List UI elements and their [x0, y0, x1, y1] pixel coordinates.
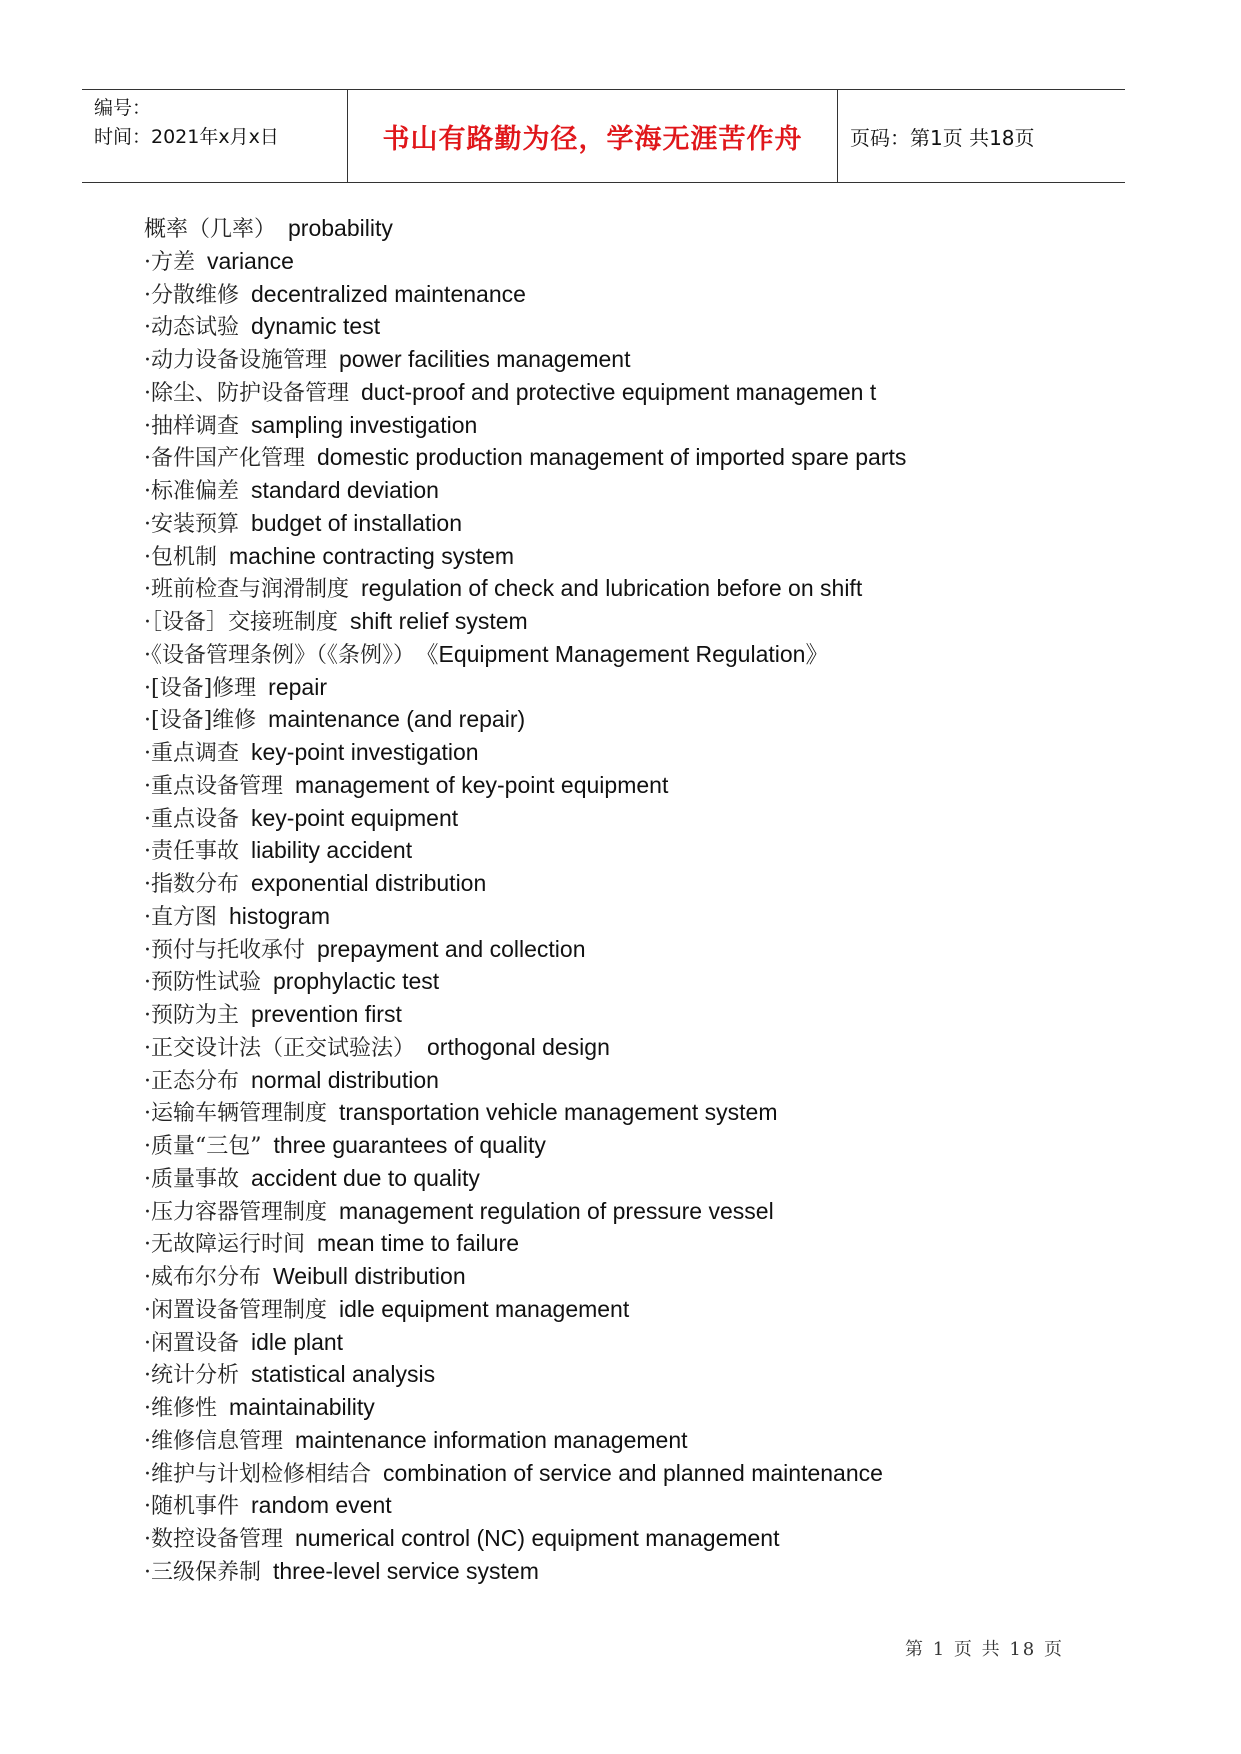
term-chinese: ·维修信息管理 — [144, 1428, 283, 1454]
glossary-entry — [144, 1555, 1104, 1588]
term-english: maintainability — [229, 1394, 375, 1420]
glossary-entry — [144, 441, 1104, 474]
glossary-entry — [144, 769, 1104, 802]
document-date: 时间：2021年x月x日 — [94, 126, 279, 148]
glossary-entry — [144, 1424, 1104, 1457]
term-chinese: ·数控设备管理 — [144, 1527, 283, 1552]
term-chinese: 概率（几率） — [144, 217, 277, 242]
glossary-entry — [144, 933, 1104, 966]
term-chinese: ·包机制 — [144, 544, 217, 570]
term-english: liability accident — [251, 837, 413, 864]
term-chinese: ·运输车辆管理制度 — [144, 1101, 327, 1127]
glossary-entry — [144, 802, 1104, 835]
term-chinese: ·[设备]维修 — [144, 708, 257, 734]
term-chinese: ·正交设计法（正交试验法） — [144, 1035, 415, 1061]
term-english: budget of installation — [251, 509, 462, 536]
term-chinese: ·正态分布 — [144, 1068, 239, 1094]
term-english: power facilities management — [339, 346, 631, 372]
glossary-entry — [144, 1031, 1104, 1064]
term-chinese: ·威布尔分布 — [144, 1265, 261, 1290]
glossary-entry — [144, 998, 1104, 1031]
glossary-entry — [144, 1358, 1104, 1391]
term-english: standard deviation — [251, 477, 439, 503]
glossary-entry — [144, 1227, 1104, 1260]
glossary-entry — [144, 703, 1104, 736]
term-chinese: ·《设备管理条例》（《条例》） — [144, 642, 415, 668]
glossary-entry — [144, 1096, 1104, 1129]
glossary-entry — [144, 278, 1104, 311]
glossary-entry — [144, 638, 1104, 671]
term-english: machine contracting system — [229, 542, 515, 569]
term-english: key-point equipment — [251, 804, 459, 831]
term-chinese: ·动力设备设施管理 — [144, 348, 327, 373]
term-english: accident due to quality — [251, 1164, 480, 1191]
glossary-entry — [144, 1195, 1104, 1228]
term-english: mean time to failure — [317, 1230, 519, 1257]
term-chinese: ·［设备］交接班制度 — [144, 610, 338, 635]
term-english: random event — [251, 1492, 392, 1519]
term-chinese: ·闲置设备管理制度 — [144, 1297, 327, 1323]
term-chinese: ·重点调查 — [144, 741, 239, 766]
term-chinese: ·预防为主 — [144, 1003, 239, 1028]
term-english: prophylactic test — [273, 968, 440, 995]
glossary-entry — [144, 1162, 1104, 1195]
glossary-entry — [144, 409, 1104, 442]
glossary-entry — [144, 572, 1104, 605]
term-english: management regulation of pressure vessel — [339, 1197, 774, 1224]
term-english: variance — [207, 247, 294, 274]
glossary-entry — [144, 1391, 1104, 1424]
term-english: repair — [268, 673, 327, 700]
document-number-label: 编号： — [94, 97, 152, 119]
glossary-entry — [144, 474, 1104, 507]
term-chinese: ·重点设备管理 — [144, 773, 283, 799]
term-english: Weibull distribution — [273, 1263, 466, 1289]
term-english: idle equipment management — [339, 1295, 630, 1322]
term-english: idle plant — [251, 1328, 344, 1355]
term-chinese: ·三级保养制 — [144, 1559, 261, 1585]
page-header — [82, 89, 1125, 183]
page-footer: 第 1 页 共 18 页 — [905, 1639, 1064, 1660]
term-english: key-point investigation — [251, 739, 479, 765]
glossary-entry — [144, 1326, 1104, 1359]
glossary-entry — [144, 1064, 1104, 1097]
term-english: probability — [288, 215, 393, 241]
term-chinese: ·分散维修 — [144, 282, 239, 308]
term-chinese: ·标准偏差 — [144, 479, 239, 504]
term-chinese: ·随机事件 — [144, 1494, 239, 1520]
term-chinese: ·无故障运行时间 — [144, 1232, 305, 1258]
term-chinese: ·维护与计划检修相结合 — [144, 1461, 371, 1487]
header-meta — [82, 90, 348, 182]
glossary-entry — [144, 212, 1104, 245]
glossary-entry — [144, 1457, 1104, 1490]
term-english: orthogonal design — [427, 1033, 610, 1060]
term-english: decentralized maintenance — [251, 280, 526, 307]
glossary-entry — [144, 1129, 1104, 1162]
term-chinese: ·闲置设备 — [144, 1330, 239, 1356]
glossary-list — [144, 212, 1104, 1588]
term-english: three-level service system — [273, 1557, 539, 1584]
term-chinese: ·指数分布 — [144, 872, 239, 897]
term-chinese: ·方差 — [144, 249, 195, 275]
term-chinese: ·质量事故 — [144, 1166, 239, 1192]
term-chinese: ·统计分析 — [144, 1363, 239, 1389]
header-page-info: 页码：第1页 共18页 — [850, 125, 1035, 150]
term-english: management of key-point equipment — [295, 771, 669, 798]
term-english: maintenance (and repair) — [268, 706, 526, 733]
glossary-entry — [144, 605, 1104, 638]
glossary-entry — [144, 671, 1104, 704]
term-chinese: ·责任事故 — [144, 839, 239, 865]
term-chinese: ·备件国产化管理 — [144, 446, 305, 472]
term-chinese: ·维修性 — [144, 1396, 217, 1421]
term-english: prevention first — [251, 1001, 402, 1027]
term-chinese: ·直方图 — [144, 904, 217, 930]
term-english: sampling investigation — [251, 411, 478, 438]
term-english: prepayment and collection — [317, 935, 586, 962]
glossary-entry — [144, 343, 1104, 376]
term-english: maintenance information management — [295, 1426, 688, 1453]
glossary-entry — [144, 1260, 1104, 1293]
term-chinese: ·安装预算 — [144, 511, 239, 537]
term-chinese: ·预防性试验 — [144, 970, 261, 996]
term-chinese: ·动态试验 — [144, 315, 239, 341]
glossary-entry — [144, 736, 1104, 769]
term-english: exponential distribution — [251, 870, 487, 896]
glossary-entry — [144, 1489, 1104, 1522]
term-english: statistical analysis — [251, 1361, 436, 1388]
term-english: dynamic test — [251, 313, 381, 340]
term-english: numerical control (NC) equipment management — [295, 1525, 780, 1551]
term-chinese: ·班前检查与润滑制度 — [144, 577, 349, 603]
header-motto: 书山有路勤为径，学海无涯苦作舟 — [348, 90, 838, 182]
term-chinese: ·质量“三包” — [144, 1134, 262, 1159]
term-english: normal distribution — [251, 1066, 439, 1093]
glossary-entry — [144, 900, 1104, 933]
term-english: 《Equipment Management Regulation》 — [427, 640, 829, 667]
glossary-entry — [144, 376, 1104, 409]
glossary-entry — [144, 1522, 1104, 1555]
glossary-entry — [144, 507, 1104, 540]
term-english: domestic production management of imported spare parts — [317, 444, 907, 471]
term-english: shift relief system — [350, 608, 528, 634]
term-chinese: ·压力容器管理制度 — [144, 1199, 327, 1225]
term-chinese: ·预付与托收承付 — [144, 937, 305, 963]
term-english: three guarantees of quality — [273, 1132, 546, 1158]
glossary-entry — [144, 310, 1104, 343]
glossary-entry — [144, 245, 1104, 278]
glossary-entry — [144, 965, 1104, 998]
term-chinese: ·[设备]修理 — [144, 675, 257, 701]
term-english: histogram — [229, 902, 330, 929]
term-english: combination of service and planned maintenance — [383, 1459, 883, 1486]
term-chinese: ·抽样调查 — [144, 413, 239, 439]
term-chinese: ·重点设备 — [144, 806, 239, 832]
term-english: duct-proof and protective equipment managemen t — [361, 378, 877, 405]
glossary-entry — [144, 867, 1104, 900]
term-chinese: ·除尘、防护设备管理 — [144, 380, 349, 406]
term-english: transportation vehicle management system — [339, 1099, 778, 1126]
term-english: regulation of check and lubrication before on shift — [361, 575, 863, 602]
glossary-entry — [144, 834, 1104, 867]
glossary-entry — [144, 1293, 1104, 1326]
glossary-entry — [144, 540, 1104, 573]
